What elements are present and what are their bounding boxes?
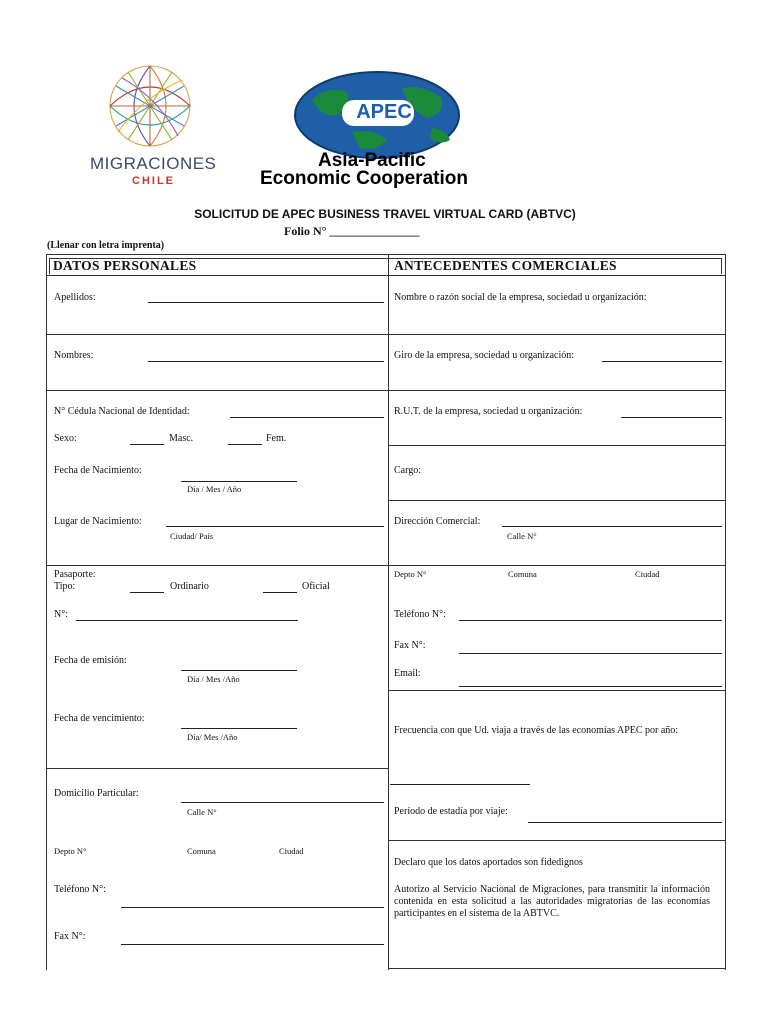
domicilio-ciudad-label: Ciudad [279,846,304,856]
domicilio-comuna-label: Comuna [187,846,216,856]
direccion-calle-hint: Calle N° [507,531,537,541]
folio-number[interactable]: Folio N° _______________ [284,224,420,238]
comercial-depto-label: Depto N° [394,569,427,579]
apec-badge-text: APEC [356,101,412,123]
fecha-emision-label: Fecha de emisión: [54,655,127,666]
fax-field[interactable] [121,944,384,945]
rut-field[interactable] [621,417,722,418]
telefono-label: Teléfono N°: [54,884,106,895]
migraciones-wordmark: MIGRACIONES [90,154,217,173]
sexo-fem-field[interactable] [228,444,262,445]
direccion-label: Dirección Comercial: [394,516,481,527]
comercial-fax-label: Fax N°: [394,640,426,651]
comercial-comuna-label: Comuna [508,569,537,579]
migraciones-logo [88,58,218,190]
fecha-vencimiento-field[interactable] [181,728,297,729]
migraciones-country: CHILE [132,175,175,187]
tipo-label: Tipo: [54,581,76,592]
tipo-ordinario-field[interactable] [130,592,164,593]
sexo-masc-label: Masc. [169,433,194,444]
telefono-field[interactable] [121,907,384,908]
frecuencia-field[interactable] [390,784,530,785]
giro-field-line[interactable] [602,361,722,362]
globe-network-icon [88,58,218,158]
pasaporte-numero-label: N°: [54,609,68,620]
apellidos-label: Apellidos: [54,292,96,303]
fax-label: Fax N°: [54,931,86,942]
domicilio-depto-label: Depto N° [54,846,87,856]
sexo-masc-field[interactable] [130,444,164,445]
domicilio-field[interactable] [181,802,384,803]
comercial-ciudad-label: Ciudad [635,569,660,579]
periodo-field[interactable] [528,822,722,823]
lugar-nacimiento-hint: Ciudad/ País [170,531,214,541]
fecha-vencimiento-label: Fecha de vencimiento: [54,713,145,724]
giro-label: Giro de la empresa, sociedad u organización: [394,350,575,361]
tipo-oficial-field[interactable] [263,592,297,593]
declaracion-text: Declaro que los datos aportados son fidedignos [394,857,583,868]
periodo-label: Período de estadía por viaje: [394,806,508,817]
fill-instruction: (Llenar con letra imprenta) [47,240,165,251]
sexo-label: Sexo: [54,433,77,444]
tipo-oficial-label: Oficial [302,581,330,592]
sexo-fem-label: Fem. [266,433,287,444]
pasaporte-label: Pasaporte: [54,569,96,580]
antecedentes-heading: ANTECEDENTES COMERCIALES [394,258,617,273]
fecha-vencimiento-hint: Día/ Mes /Año [187,732,238,742]
domicilio-calle-hint: Calle N° [187,807,217,817]
comercial-telefono-field[interactable] [459,620,722,621]
frecuencia-label: Frecuencia con que Ud. viaja a través de las economías APEC por año: [394,725,679,736]
nombres-field[interactable] [148,361,384,362]
apellidos-field[interactable] [148,302,384,303]
email-field[interactable] [459,686,722,687]
cargo-label: Cargo: [394,465,422,476]
fecha-nacimiento-field[interactable] [181,481,297,482]
fecha-emision-field[interactable] [181,670,297,671]
cedula-label: N° Cédula Nacional de Identidad: [54,406,190,417]
rut-label: R.U.T. de la empresa, sociedad u organización: [394,406,583,417]
cedula-field[interactable] [230,417,384,418]
form-title: SOLICITUD DE APEC BUSINESS TRAVEL VIRTUAL CARD (ABTVC) [194,207,576,221]
comercial-fax-field[interactable] [459,653,722,654]
fecha-nacimiento-label: Fecha de Nacimiento: [54,465,142,476]
email-label: Email: [394,668,421,679]
pasaporte-numero-field[interactable] [76,620,298,621]
autorizacion-text: Autorizo al Servicio Nacional de Migraciones, para transmitir la información contenida en esta solicitud a las autoridades migratorias de las economías participantes en el sistema de la ABTVC. [394,884,710,919]
fecha-emision-hint: Día / Mes /Año [187,674,240,684]
apec-name-line1: Asia-Pacific [318,150,426,171]
lugar-nacimiento-label: Lugar de Nacimiento: [54,516,142,527]
razon-social-label: Nombre o razón social de la empresa, sociedad u organización: [394,292,647,303]
apec-logo [258,70,518,190]
domicilio-label: Domicilio Particular: [54,788,139,799]
comercial-telefono-label: Teléfono N°: [394,609,446,620]
direccion-field[interactable] [502,526,722,527]
lugar-nacimiento-field[interactable] [166,526,384,527]
nombres-label: Nombres: [54,350,94,361]
datos-personales-heading: DATOS PERSONALES [53,258,197,273]
apec-name-line2: Economic Cooperation [260,168,468,189]
fecha-nacimiento-hint: Día / Mes / Año [187,484,242,494]
tipo-ordinario-label: Ordinario [170,581,209,592]
